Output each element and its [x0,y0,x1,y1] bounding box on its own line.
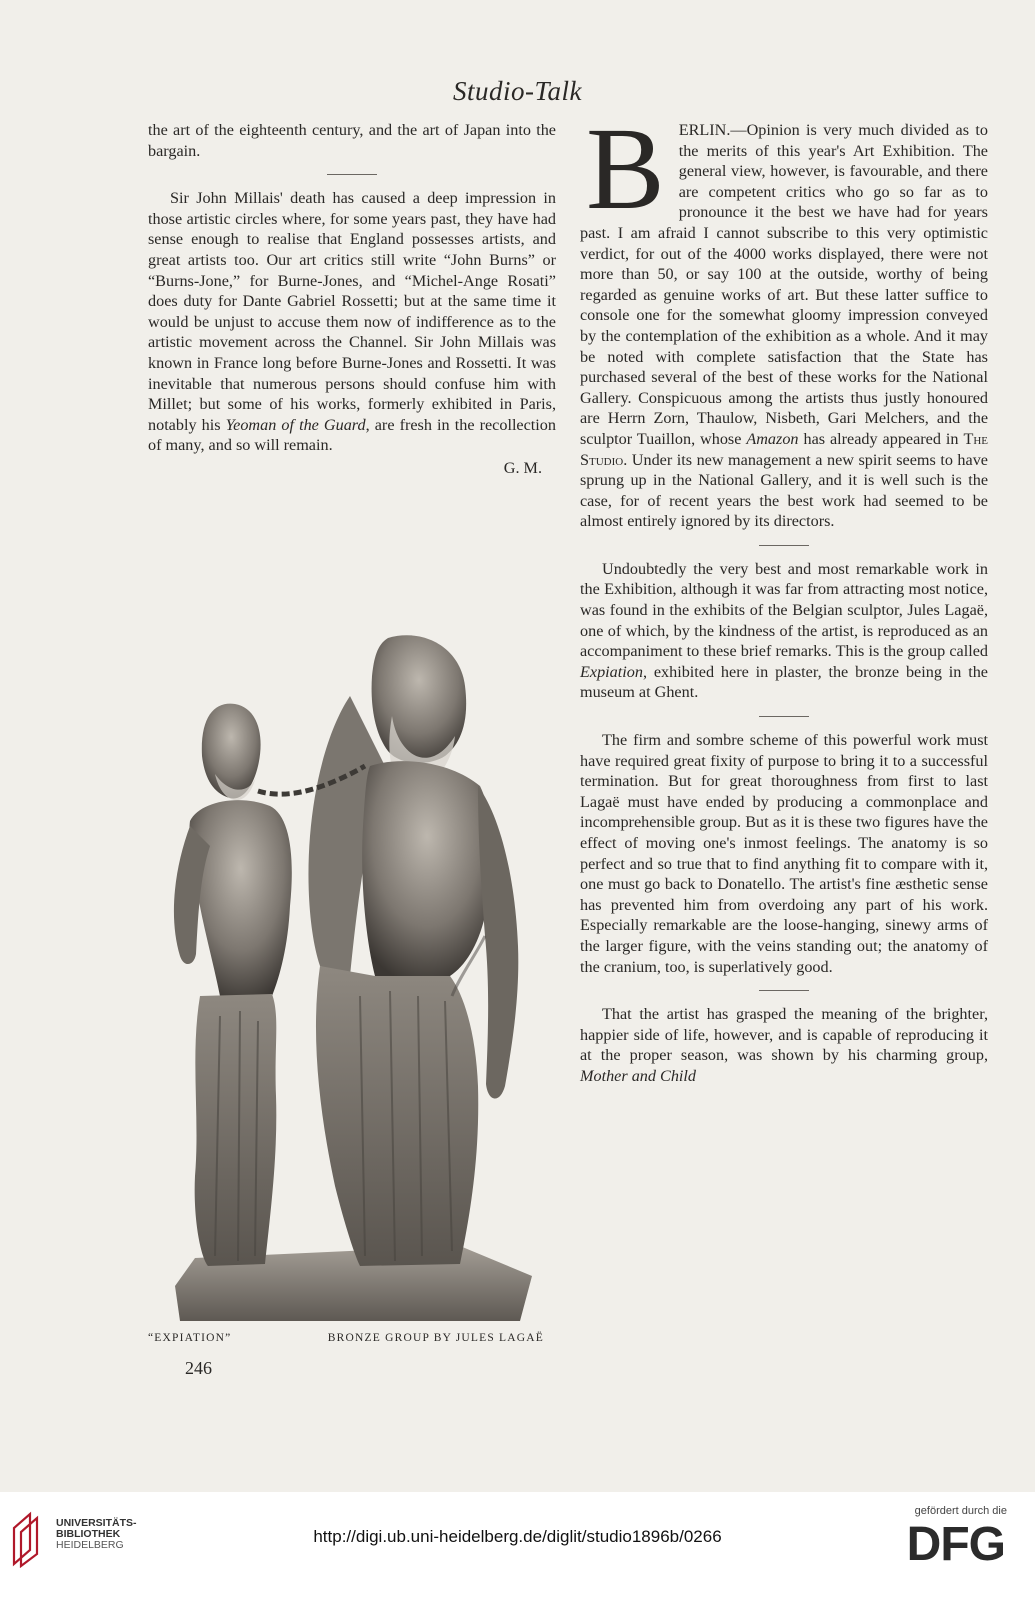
artwork-title: Mother and Child [580,1066,697,1085]
right-paragraph-2: Undoubtedly the very best and most remarkable work in the Exhibition, although it was far from attracting most notice, was found in the exhibits of the Belgian sculptor, Jules Lagaë, one of which, by the kindness of the artist, is reproduced as an accompaniment to these brief remarks. This is the group called Expiation, exhibited here in plaster, the bronze being in the museum at Ghent. [580,559,988,702]
section-divider [327,174,377,175]
funding-note: gefördert durch die [914,1505,1007,1517]
caption-credit: BRONZE GROUP BY JULES LAGAË [327,1332,544,1344]
left-column [148,120,556,479]
artwork-title: Expiation [580,662,643,681]
page-number: 246 [185,1358,212,1378]
library-name: UNIVERSITÄTS- BIBLIOTHEK HEIDELBERG [56,1517,137,1551]
right-paragraph-1: BERLIN.—Opinion is very much divided as to the merits of this year's Art Exhibition. The general view, however, is favourable, and there are competent critics who go so far as to pronounce it the best we have had for years past. I am afraid I cannot subscribe to this very optimistic verdict, for out of the 4000 works displayed, there were not more than 50, or say 100 at the outside, worthy of being regarded as genuine works of art. But these latter suffice to console one for the somewhat gloomy impression conveyed by the contemplation of the exhibition as a whole. And it may be noted with complete satisfaction that the State has purchased several of the best of these works for the National Gallery. Conspicuous among the artists thus justly honoured are Herrn Zorn, Thaulow, Nisbeth, Gari Melchers, and the sculptor Tuaillon, whose Amazon has already appeared in The Studio. Under its new management a new spirit seems to have sprung up in the National Gallery, and it is well such is the case, for of recent years the best work had seemed to be almost entirely ignored by its directors. [580,103,988,531]
artwork-title: Yeoman of the Guard [225,415,366,434]
drop-cap: B [586,103,665,234]
left-paragraph-2: Sir John Millais' death has caused a deep impression in those artistic circles where, for some years past, they have had sense enough to realise that England possesses artists, and great artists too. Our art critics still write “John Burns” or “Burns-Jone,” for Burne-Jones, and “Michel-Ange Rosati” does duty for Dante Gabriel Rossetti; but at the same time it would be unjust to accuse them now of indifference as to the artistic movement across the Channel. Sir John Millais was known in France long before Burne-Jones and Rossetti. It was inevitable that numerous persons should confuse him with Millet; but some of his works, formerly exhibited in Paris, notably his Yeoman of the Guard, are fresh in the recollection of many, and so will remain. [148,189,556,455]
section-divider [759,990,809,991]
running-header: Studio-Talk [452,76,583,106]
section-divider [759,545,809,546]
right-paragraph-4: That the artist has grasped the meaning of the brighter, happier side of life, however, and is capable of reproducing it at the proper season, was shown by his charming group, Mother and Child [580,1005,988,1085]
magazine-title: The Studio [580,429,988,469]
permalink[interactable]: http://digi.ub.uni-heidelberg.de/diglit/studio1896b/0266 [313,1527,722,1546]
section-divider [759,716,809,717]
dfg-logo: DFG [906,1518,1005,1571]
expiation-sculpture-image [160,616,532,1324]
author-signature: G. M. [503,458,542,477]
right-paragraph-3: The firm and sombre scheme of this powerful work must have required great fixity of purpose to bring it to a successful termination. But for great thoroughness from first to last Lagaë must have ended by producing a commonplace and incomprehensible group. But as it is these two figures have the effect of moving one's inmost feelings. The anatomy is so perfect and so true that to find anything fit to compare with it, one must go back to Donatello. The artist's fine æsthetic sense has prevented him from overdoing any part of his work. Especially remarkable are the loose-hanging, sinewy arms of the larger figure, with the veins standing out; the anatomy of the cranium, too, is superlatively good. [580,731,988,976]
sculpture-photograph [160,616,532,1324]
left-paragraph-1: the art of the eighteenth century, and the art of Japan into the bargain. [148,121,556,160]
right-column [580,103,988,1087]
artwork-title: Amazon [746,429,799,448]
caption-title: “EXPIATION” [148,1332,232,1344]
